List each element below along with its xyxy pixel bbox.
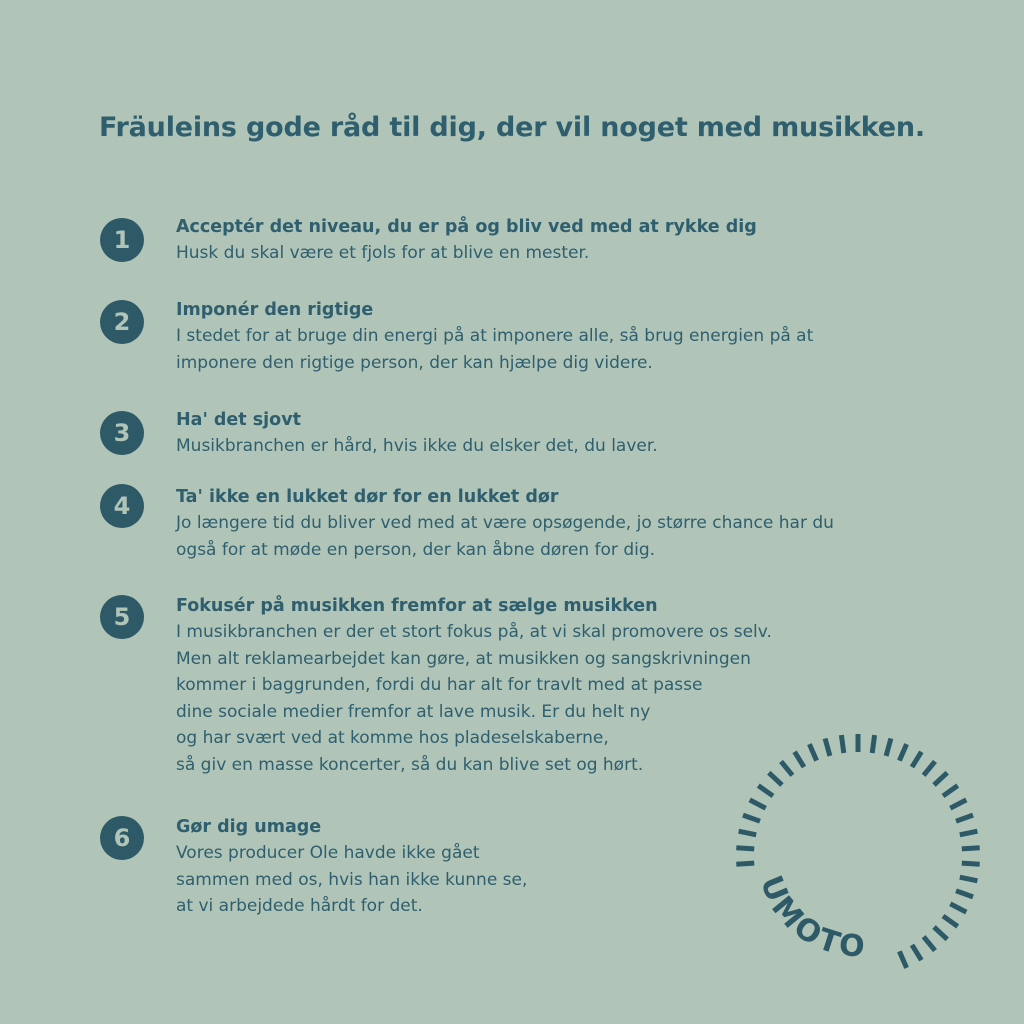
logo-tick-mark	[962, 848, 980, 849]
tip-heading: Imponér den rigtige	[176, 300, 374, 320]
logo-tick-mark	[809, 744, 816, 761]
logo-tick-mark	[950, 904, 966, 912]
umoto-logo	[734, 732, 982, 980]
logo-tick-mark	[750, 800, 766, 808]
logo-tick-mark	[912, 945, 921, 960]
tip-text: Husk du skal være et fjols for at blive en mester.	[176, 243, 590, 263]
logo-tick-mark	[872, 735, 874, 753]
logo-tick-mark	[924, 937, 935, 951]
logo-tick-mark	[743, 815, 760, 821]
umoto-logo-icon	[734, 732, 982, 980]
logo-tick-mark	[960, 831, 978, 835]
page-title: Fräuleins gode råd til dig, der vil noget med musikken.	[99, 112, 925, 143]
logo-tick-mark	[912, 752, 921, 767]
logo-tick-mark	[758, 786, 773, 796]
tip-heading: Gør dig umage	[176, 817, 322, 837]
tip-number-badge: 2	[100, 300, 144, 344]
logo-tick-mark	[795, 752, 804, 767]
logo-tick-mark	[825, 739, 830, 756]
logo-tick-mark	[960, 877, 978, 881]
logo-tick-mark	[934, 927, 947, 939]
tip-content	[176, 484, 976, 563]
logo-tick-mark	[886, 739, 891, 756]
logo-tick-mark	[769, 773, 782, 785]
logo-tick-mark	[956, 815, 973, 821]
tip-content	[176, 214, 976, 267]
logo-tick-mark	[943, 786, 958, 796]
tip-text: I stedet for at bruge din energi på at imponere alle, så brug energien på at imponere den rigtige person, der kan hjælpe dig videre.	[176, 326, 814, 373]
tip-heading: Ha' det sjovt	[176, 410, 301, 430]
tip-number-badge: 6	[100, 816, 144, 860]
logo-tick-mark	[934, 773, 947, 785]
tip-number-badge: 5	[100, 595, 144, 639]
logo-tick-mark	[739, 831, 757, 835]
tip-text: I musikbranchen er der et stort fokus på, at vi skal promovere os selv. Men alt reklamearbejdet kan gøre, at musikken og sangskrivningen kommer i baggrunden, fordi du har alt for travlt med at passe dine sociale medier fremfor at lave musik. Er du helt ny og har svært ved at komme hos pladeselskaberne, så giv en masse koncerter, så du kan blive set og hørt.	[176, 622, 772, 775]
logo-tick-mark	[899, 951, 906, 968]
tip-heading: Acceptér det niveau, du er på og bliv ved med at rykke dig	[176, 217, 757, 237]
tip-number-badge: 1	[100, 218, 144, 262]
logo-tick-mark	[841, 735, 843, 753]
tip-heading: Ta' ikke en lukket dør for en lukket dør	[176, 487, 559, 507]
logo-tick-mark	[736, 863, 754, 864]
tip-heading: Fokusér på musikken fremfor at sælge musikken	[176, 596, 658, 616]
logo-tick-mark	[962, 863, 980, 864]
tip-number-badge: 3	[100, 411, 144, 455]
tip-content	[176, 297, 976, 376]
tip-content	[176, 407, 976, 460]
logo-tick-mark	[943, 916, 958, 926]
tip-text: Musikbranchen er hård, hvis ikke du elsker det, du laver.	[176, 436, 658, 456]
logo-tick-mark	[899, 744, 906, 761]
logo-tick-mark	[924, 761, 935, 775]
tip-number-badge: 4	[100, 484, 144, 528]
tip-text: Jo længere tid du bliver ved med at være opsøgende, jo større chance har du også for at møde en person, der kan åbne døren for dig.	[176, 513, 834, 560]
logo-tick-mark	[950, 800, 966, 808]
logo-tick-mark	[736, 848, 754, 849]
logo-tick-mark	[781, 761, 792, 775]
tip-text: Vores producer Ole havde ikke gået sammen med os, hvis han ikke kunne se, at vi arbejdede hårdt for det.	[176, 843, 528, 916]
logo-wordmark: UMOTO	[752, 870, 869, 965]
logo-tick-mark	[956, 891, 973, 897]
